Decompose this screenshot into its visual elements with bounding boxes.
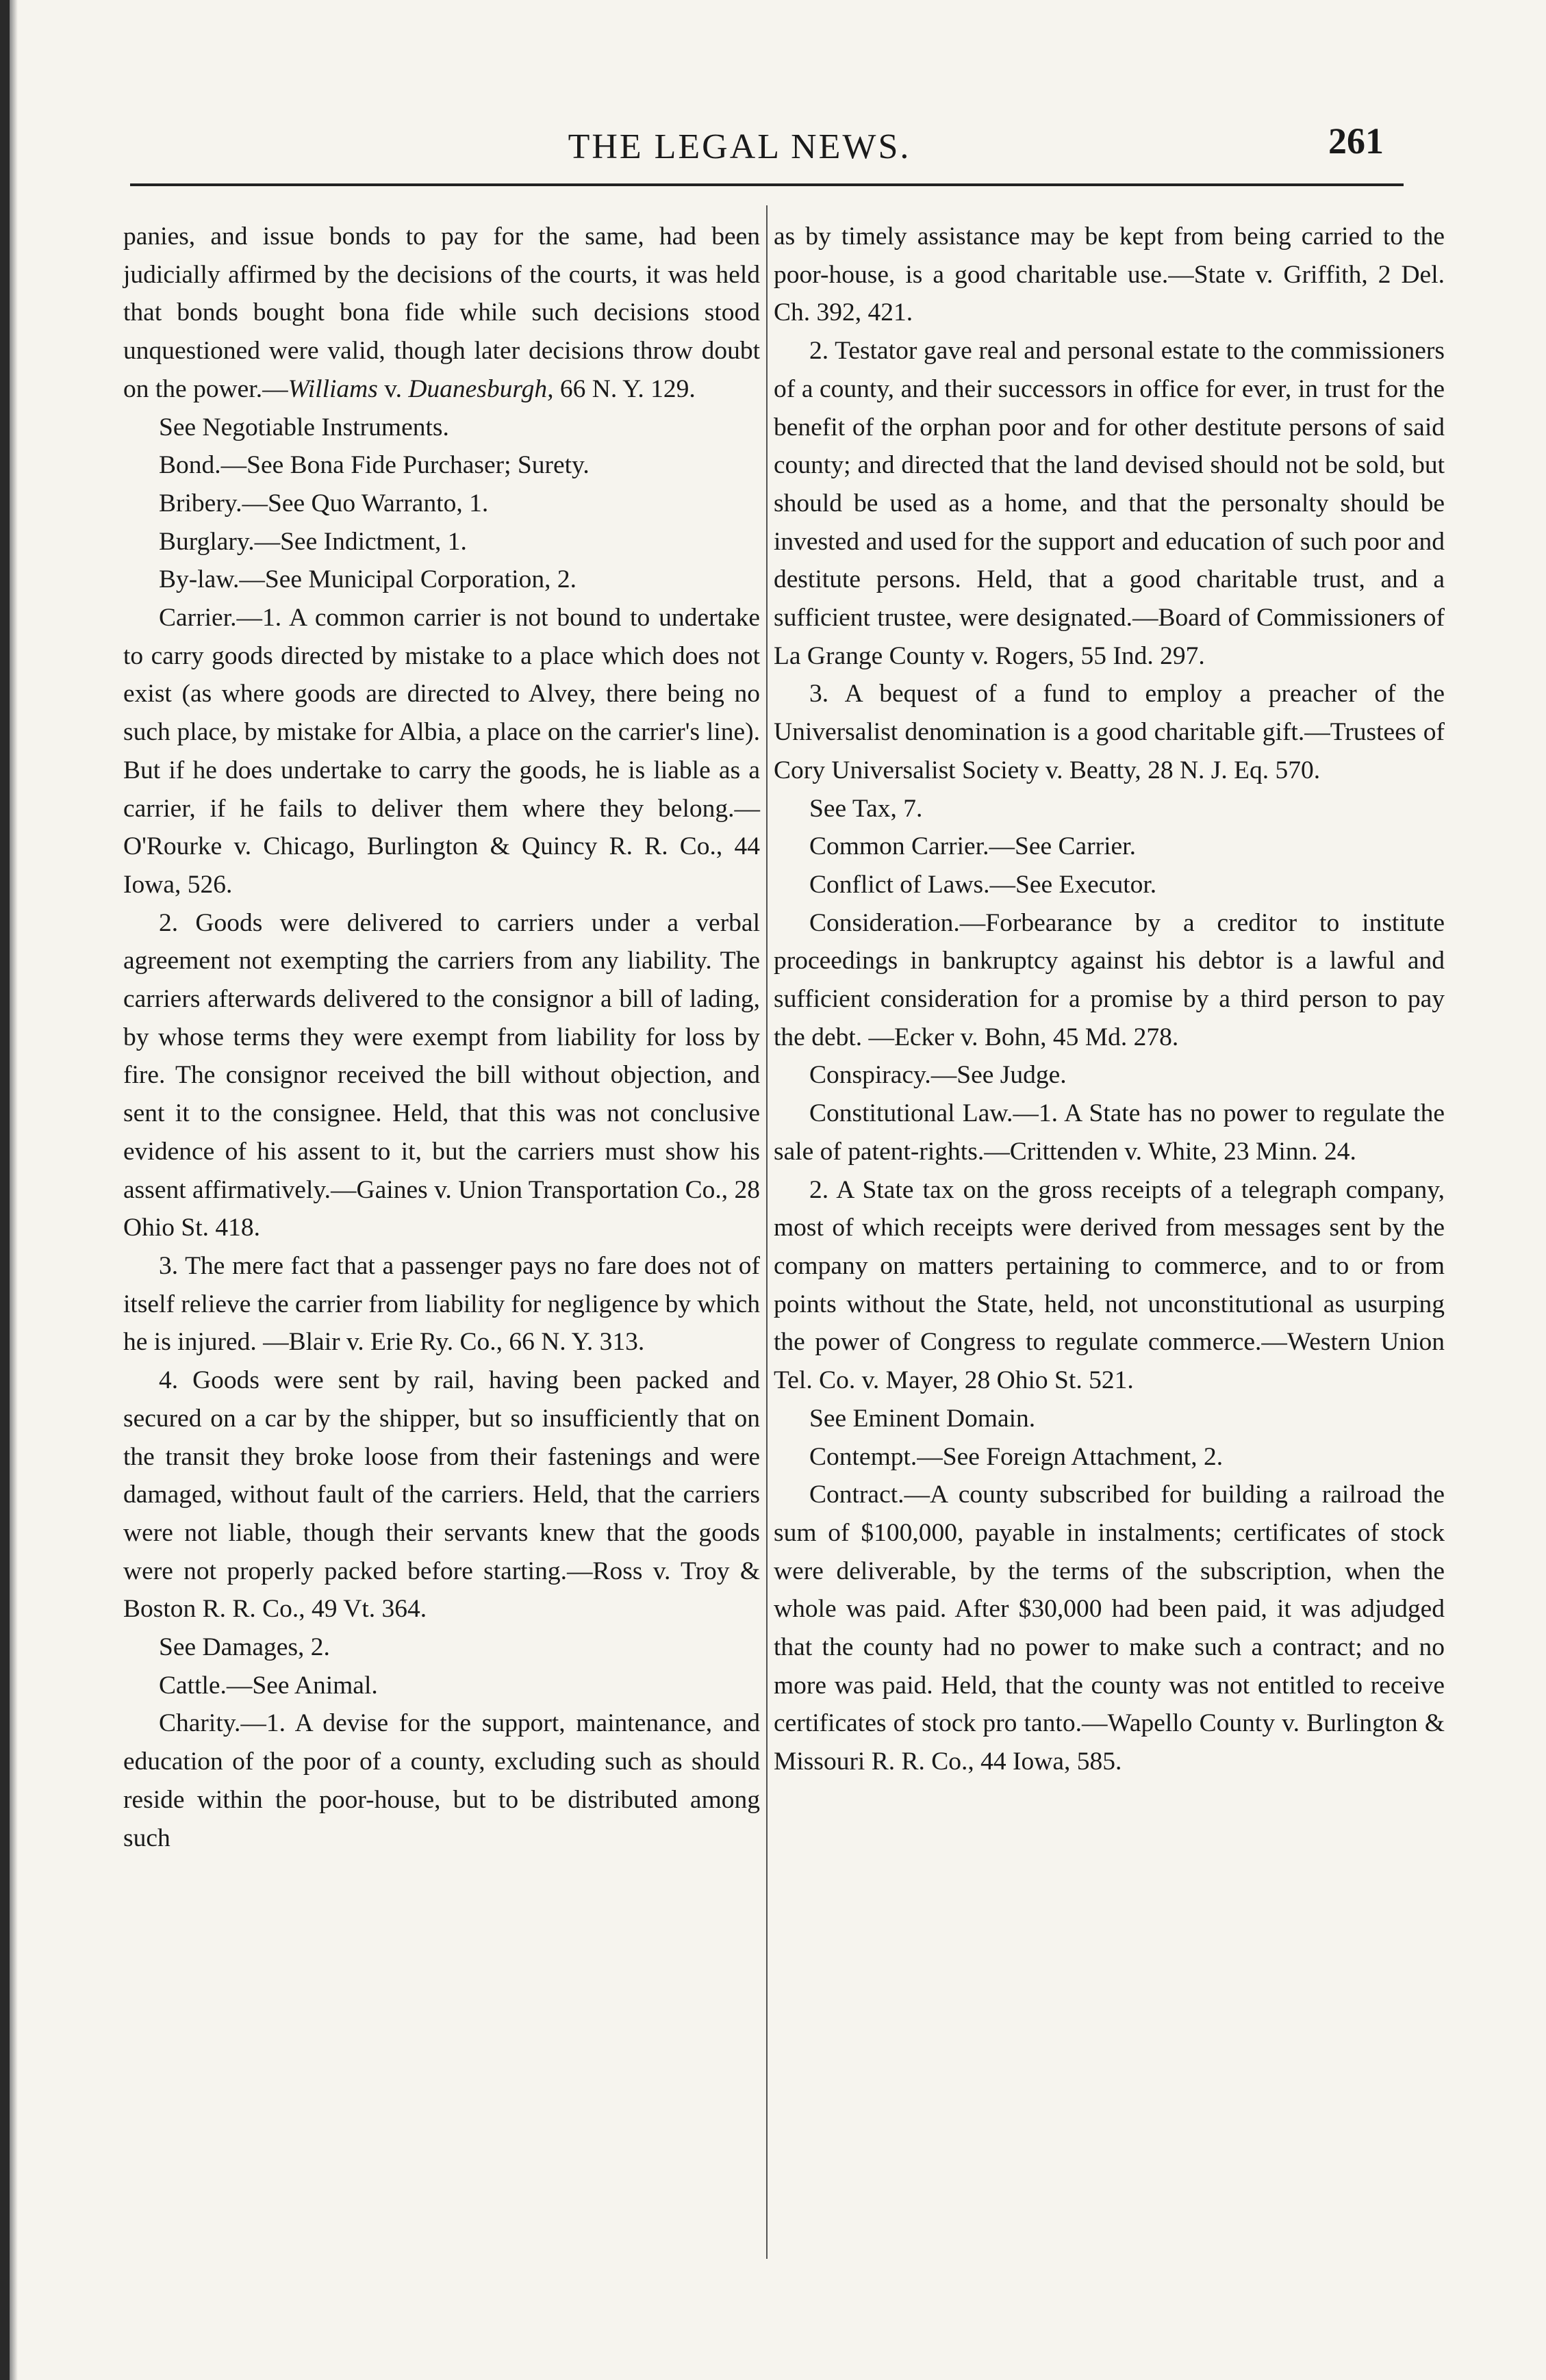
paragraph-williams [123,218,760,409]
binding-edge [0,0,10,2380]
entry-charity-3: 3. A bequest of a fund to employ a preacher of the Universalist denomination is a good charitable gift.—Trustees of Cory Universalist Society v. Beatty, 28 N. J. Eq. 570. [774,680,1445,784]
header-rule [130,183,1404,186]
entry-carrier-4: 4. Goods were sent by rail, having been packed and secured on a car by the shipper, but so insufficiently that on the transit they broke loose from their fastenings and were damaged, without fault of the carriers. Held, that the carriers were not liable, though their servants knew that the goods were not properly packed before starting.—Ross v. Troy & Boston R. R. Co., 49 Vt. 364. [123,1366,760,1624]
cross-reference: See Damages, 2. [159,1633,330,1662]
paragraph-text: panies, and issue bonds to pay for the same, had been judicially affirmed by the decisions of the courts, it was held that bonds bought bona fide while such decisions stood unquestioned were valid, though later decisions throw doubt on the power.— [123,222,760,403]
entry-carrier-1: Carrier.—1. A common carrier is not bound to undertake to carry goods directed by mistake to a place which does not exist (as where goods are directed to Alvey, there being no such place, by mistake for Albia, a place on the carrier's line). But if he does undertake to carry the goods, he is liable as a carrier, if he fails to deliver them where they belong.—O'Rourke v. Chicago, Burlington & Quincy R. R. Co., 44 Iowa, 526. [123,604,760,899]
entry-constitutional-2: 2. A State tax on the gross receipts of a telegraph company, most of which receipts were derived from messages sent by the company on matters pertaining to commerce, and to or from points without the State, held, not unconstitutional as usurping the power of Congress to regulate commerce.—Western Union Tel. Co. v. Mayer, 28 Ohio St. 521. [774,1175,1445,1395]
cross-reference: See Negotiable Instruments. [159,413,449,442]
entry-consideration: Consideration.—Forbearance by a creditor to institute proceedings in bankruptcy against his debtor is a lawful and sufficient consideration for a promise by a third person to pay the debt. —Ecker v. Bohn, 45 Md. 278. [774,908,1445,1051]
cross-reference: Burglary.—See Indictment, 1. [159,527,467,556]
entry-constitutional-1: Constitutional Law.—1. A State has no power to regulate the sale of patent-rights.—Crittenden v. White, 23 Minn. 24. [774,1099,1445,1166]
cross-reference: Bribery.—See Quo Warranto, 1. [159,489,489,517]
cross-reference: See Tax, 7. [809,794,923,823]
cross-reference: Conspiracy.—See Judge. [809,1061,1067,1090]
entry-carrier-3: 3. The mere fact that a passenger pays no fare does not of itself relieve the carrier from liability for negligence by which he is injured. —Blair v. Erie Ry. Co., 66 N. Y. 313. [123,1251,760,1357]
cross-reference: Bond.—See Bona Fide Purchaser; Surety. [159,451,590,480]
entry-charity-1-continued: as by timely assistance may be kept from being carried to the poor-house, is a good charitable use.—State v. Griffith, 2 Del. Ch. 392, 421. [774,222,1445,327]
entry-carrier-2: 2. Goods were delivered to carriers under a verbal agreement not exempting the carriers from any liability. The carriers afterwards delivered to the consignor a bill of lading, by whose terms they were exempt from liability for loss by fire. The consignor received the bill without objection, and sent it to the consignee. Held, that this was not conclusive evidence of his assent to it, but the carriers must show his assent affirmatively.—Gaines v. Union Transportation Co., 28 Ohio St. 418. [123,908,760,1242]
versus: v. [377,374,409,403]
citation: 66 N. Y. 129. [553,374,696,403]
running-title: THE LEGAL NEWS. [568,127,911,166]
entry-charity-1: Charity.—1. A devise for the support, maintenance, and education of the poor of a county, excluding such as should reside within the poor-house, but to be distributed among such [123,1709,760,1852]
cross-reference: Common Carrier.—See Carrier. [809,832,1136,861]
left-column [123,218,760,1857]
right-column [774,218,1445,1781]
cross-reference: Conflict of Laws.—See Executor. [809,870,1157,899]
column-divider [766,205,768,2259]
cross-reference: See Eminent Domain. [809,1404,1036,1433]
page-number: 261 [1328,120,1384,162]
entry-contract: Contract.—A county subscribed for building a railroad the sum of $100,000, payable in instalments; certificates of stock were deliverable, by the terms of the subscription, when the whole was paid. After $30,000 had been paid, it was adjudged that the county had no power to make such a contract; and no more was paid. Held, that the county was not entitled to receive certificates of stock pro tanto.—Wapello County v. Burlington & Missouri R. R. Co., 44 Iowa, 585. [774,1481,1445,1776]
binding-shadow [10,0,18,2380]
entry-charity-2: 2. Testator gave real and personal estate to the commissioners of a county, and their successors in office for ever, in trust for the benefit of the orphan poor and for other destitute persons of said county; and directed that the land devised should not be sold, but should be used as a home, and that the personalty should be invested and used for the support and education of such poor and destitute persons. Held, that a good charitable trust, and a sufficient trustee, were designated.—Board of Commissioners of La Grange County v. Rogers, 55 Ind. 297. [774,337,1445,670]
case-name: Williams [288,374,378,403]
cross-reference: Contempt.—See Foreign Attachment, 2. [809,1442,1224,1471]
cross-reference: Cattle.—See Animal. [159,1671,378,1700]
page-header [0,120,1546,181]
cross-reference: By-law.—See Municipal Corporation, 2. [159,565,576,594]
case-name: Duanesburgh, [408,374,554,403]
